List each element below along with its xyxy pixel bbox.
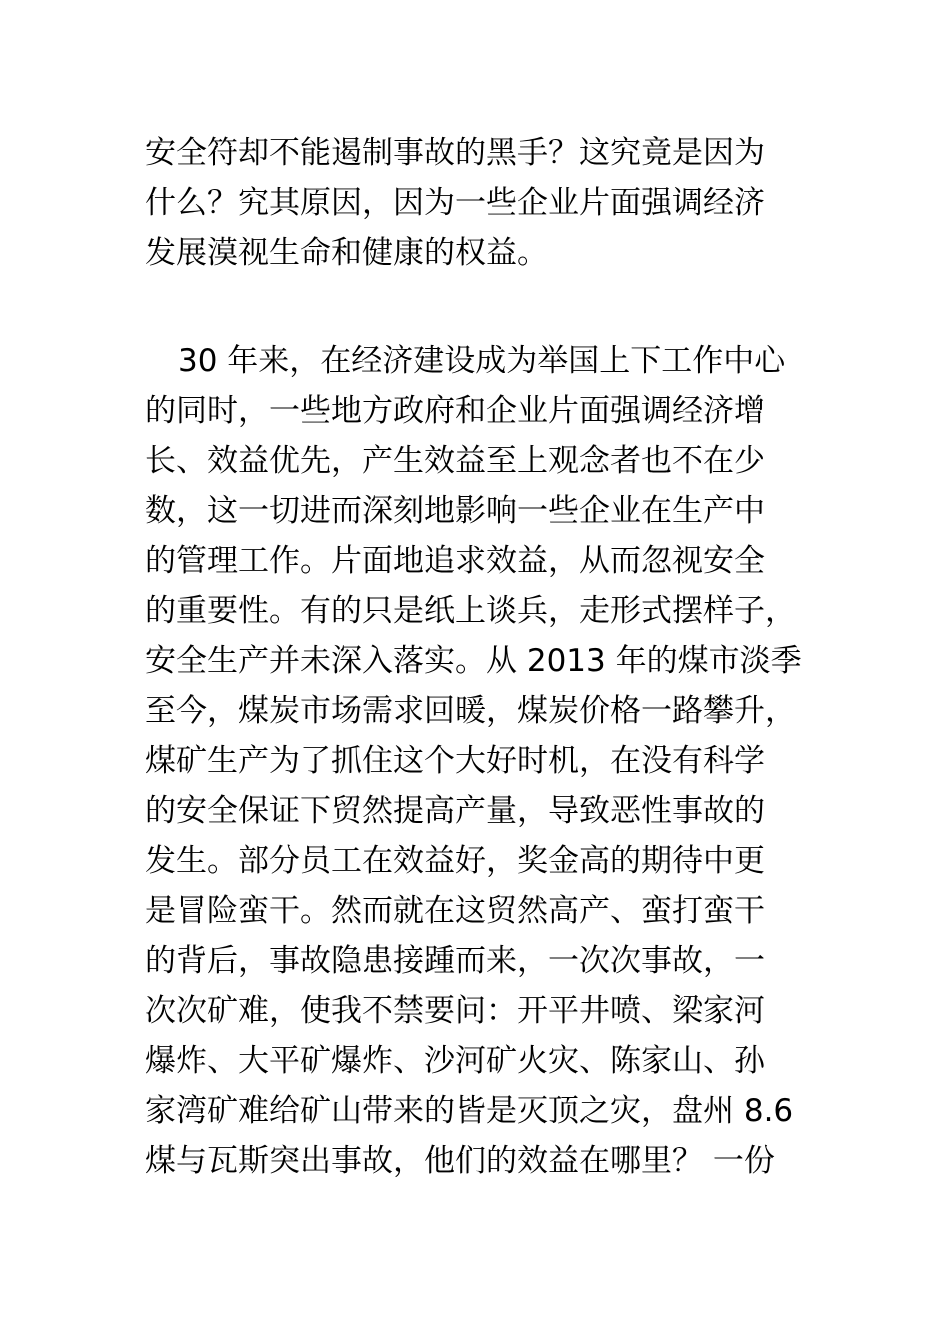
paragraph-2-line: 30 年来，在经济建设成为举国上下工作中心 [178, 343, 786, 379]
paragraph-2-line: 的重要性。有的只是纸上谈兵，走形式摆样子， [145, 593, 796, 629]
paragraph-2-line: 爆炸、大平矿爆炸、沙河矿火灾、陈家山、孙 [145, 1043, 765, 1079]
paragraph-2 [145, 336, 810, 1186]
paragraph-2-line: 煤矿生产为了抓住这个大好时机，在没有科学 [145, 743, 765, 779]
paragraph-2-line: 的同时，一些地方政府和企业片面强调经济增 [145, 393, 765, 429]
paragraph-1 [145, 128, 810, 278]
paragraph-2-line: 长、效益优先，产生效益至上观念者也不在少 [145, 443, 765, 479]
paragraph-1-line: 什么？究其原因，因为一些企业片面强调经济 [145, 185, 765, 221]
paragraph-2-line: 的管理工作。片面地追求效益，从而忽视安全 [145, 543, 765, 579]
paragraph-2-line: 家湾矿难给矿山带来的皆是灭顶之灾，盘州 8.6 [145, 1093, 794, 1129]
paragraph-1-line: 发展漠视生命和健康的权益。 [145, 235, 548, 271]
paragraph-1-line: 安全符却不能遏制事故的黑手？这究竟是因为 [145, 135, 765, 171]
paragraph-2-line: 发生。部分员工在效益好，奖金高的期待中更 [145, 843, 765, 879]
paragraph-2-line: 至今，煤炭市场需求回暖，煤炭价格一路攀升， [145, 693, 796, 729]
paragraph-2-line: 次次矿难，使我不禁要问：开平井喷、梁家河 [145, 993, 765, 1029]
paragraph-2-line: 的安全保证下贸然提高产量，导致恶性事故的 [145, 793, 765, 829]
paragraph-2-line: 数，这一切进而深刻地影响一些企业在生产中 [145, 493, 765, 529]
paragraph-2-line: 煤与瓦斯突出事故，他们的效益在哪里？ 一份 [145, 1143, 775, 1179]
paragraph-2-line: 是冒险蛮干。然而就在这贸然高产、蛮打蛮干 [145, 893, 765, 929]
paragraph-2-line: 安全生产并未深入落实。从 2013 年的煤市淡季 [145, 643, 802, 679]
paragraph-2-line: 的背后，事故隐患接踵而来，一次次事故，一 [145, 943, 765, 979]
